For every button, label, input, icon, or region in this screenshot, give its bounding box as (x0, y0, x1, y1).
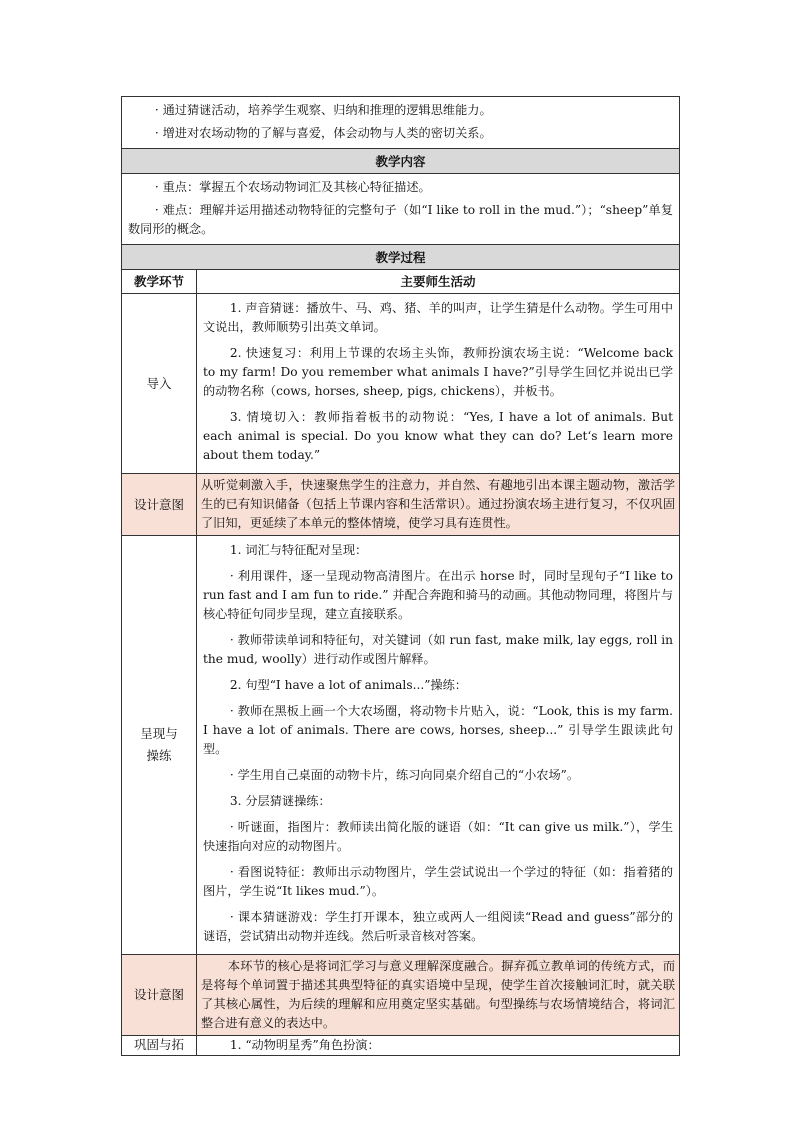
content-row (122, 174, 680, 245)
consolidate-row (122, 1036, 680, 1056)
goals-cell (122, 97, 680, 149)
column-header-stage: 教学环节 (122, 270, 197, 294)
consolidate-activities (197, 1036, 680, 1056)
stage-label-design-2: 设计意图 (122, 955, 197, 1036)
activity-item: · 教师在黑板上画一个大农场圈，将动物卡片贴入，说：“Look, this is my farm. I have a lot of animals. There are cows, horses, sheep...” 引导学生跟读此句型。 (203, 704, 674, 756)
stage-label-practice-text: 呈现与操练 (140, 726, 178, 763)
section-header-content: 教学内容 (122, 149, 680, 174)
difficult-point: · 难点：理解并运用描述动物特征的完整句子（如“I like to roll in the mud.”）；“sheep”单复数同形的概念。 (128, 203, 674, 236)
activity-item: 3. 情境切入：教师指着板书的动物说：“Yes, I have a lot of animals. But each animal is special. Do you know what they can do? Let‘s learn more about them today.” (203, 410, 674, 462)
lesson-plan-table (121, 96, 679, 1056)
design-intent-row-2 (122, 955, 680, 1036)
practice-activities (197, 536, 680, 955)
section-header-process: 教学过程 (122, 245, 680, 270)
stage-label-practice (122, 536, 197, 955)
activity-item: · 听谜面，指图片：教师读出简化版的谜语（如：“It can give us milk.”），学生快速指向对应的动物图片。 (203, 820, 674, 853)
activity-item: · 学生用自己桌面的动物卡片，练习向同桌介绍自己的“小农场”。 (229, 768, 580, 782)
design-intent-text-1: 从听觉刺激入手，快速聚焦学生的注意力，并自然、有趣地引出本课主题动物，激活学生的已有知识储备（包括上节课内容和生活常识）。通过扮演农场主进行复习，不仅巩固了旧知，更延续了本单元的整体情境，使学习具有连贯性。 (197, 474, 680, 536)
intro-row (122, 294, 680, 474)
activity-item: · 看图说特征：教师出示动物图片，学生尝试说出一个学过的特征（如：指着猪的图片，学生说“It likes mud.”）。 (203, 865, 674, 898)
intro-activities (197, 294, 680, 474)
goals-row (122, 97, 680, 149)
activity-item: 1. “动物明星秀”角色扮演： (229, 1038, 380, 1052)
practice-row (122, 536, 680, 955)
design-intent-text-2: 本环节的核心是将词汇学习与意义理解深度融合。摒弃孤立教单词的传统方式，而是将每个单词置于描述其典型特征的真实语境中呈现，使学生首次接触词汇时，就关联了其核心属性，为后续的理解和应用奠定坚实基础。句型操练与农场情境结合，将词汇整合进有意义的表达中。 (197, 955, 680, 1036)
key-point: · 重点：掌握五个农场动物词汇及其核心特征描述。 (154, 180, 431, 194)
activity-item: 1. 词汇与特征配对呈现： (229, 543, 368, 557)
activity-item: 2. 句型“I have a lot of animals...”操练： (229, 678, 467, 692)
goal-item: · 通过猜谜活动，培养学生观察、归纳和推理的逻辑思维能力。 (154, 103, 492, 117)
column-header-row (122, 270, 680, 294)
activity-item: 1. 声音猜谜：播放牛、马、鸡、猪、羊的叫声，让学生猜是什么动物。学生可用中文说出，教师顺势引出英文单词。 (203, 301, 674, 334)
goal-item: · 增进对农场动物的了解与喜爱，体会动物与人类的密切关系。 (154, 126, 492, 140)
activity-item: · 教师带读单词和特征句，对关键词（如 run fast, make milk, lay eggs, roll in the mud, woolly）进行动作或图片解释。 (203, 633, 674, 666)
activity-item: 3. 分层猜谜操练： (229, 794, 331, 808)
stage-label-consolidate: 巩固与拓 (122, 1036, 197, 1056)
stage-label-design-1: 设计意图 (122, 474, 197, 536)
activity-item: · 课本猜谜游戏：学生打开课本，独立或两人一组阅读“Read and guess”部分的谜语，尝试猜出动物并连线。然后听录音核对答案。 (203, 910, 674, 943)
stage-label-intro: 导入 (122, 294, 197, 474)
activity-item: 2. 快速复习：利用上节课的农场主头饰，教师扮演农场主说：“Welcome back to my farm! Do you remember what animals I have?”引导学生回忆并说出已学的动物名称（cows, horses, sheep, pigs, chickens），并板书。 (203, 346, 674, 398)
column-header-activity: 主要师生活动 (197, 270, 680, 294)
activity-item: · 利用课件，逐一呈现动物高清图片。在出示 horse 时，同时呈现句子“I like to run fast and I am fun to ride.” 并配合奔跑和骑马的动画。其他动物同理，将图片与核心特征句同步呈现，建立直接联系。 (203, 569, 674, 621)
design-intent-row-1 (122, 474, 680, 536)
content-cell (122, 174, 680, 245)
